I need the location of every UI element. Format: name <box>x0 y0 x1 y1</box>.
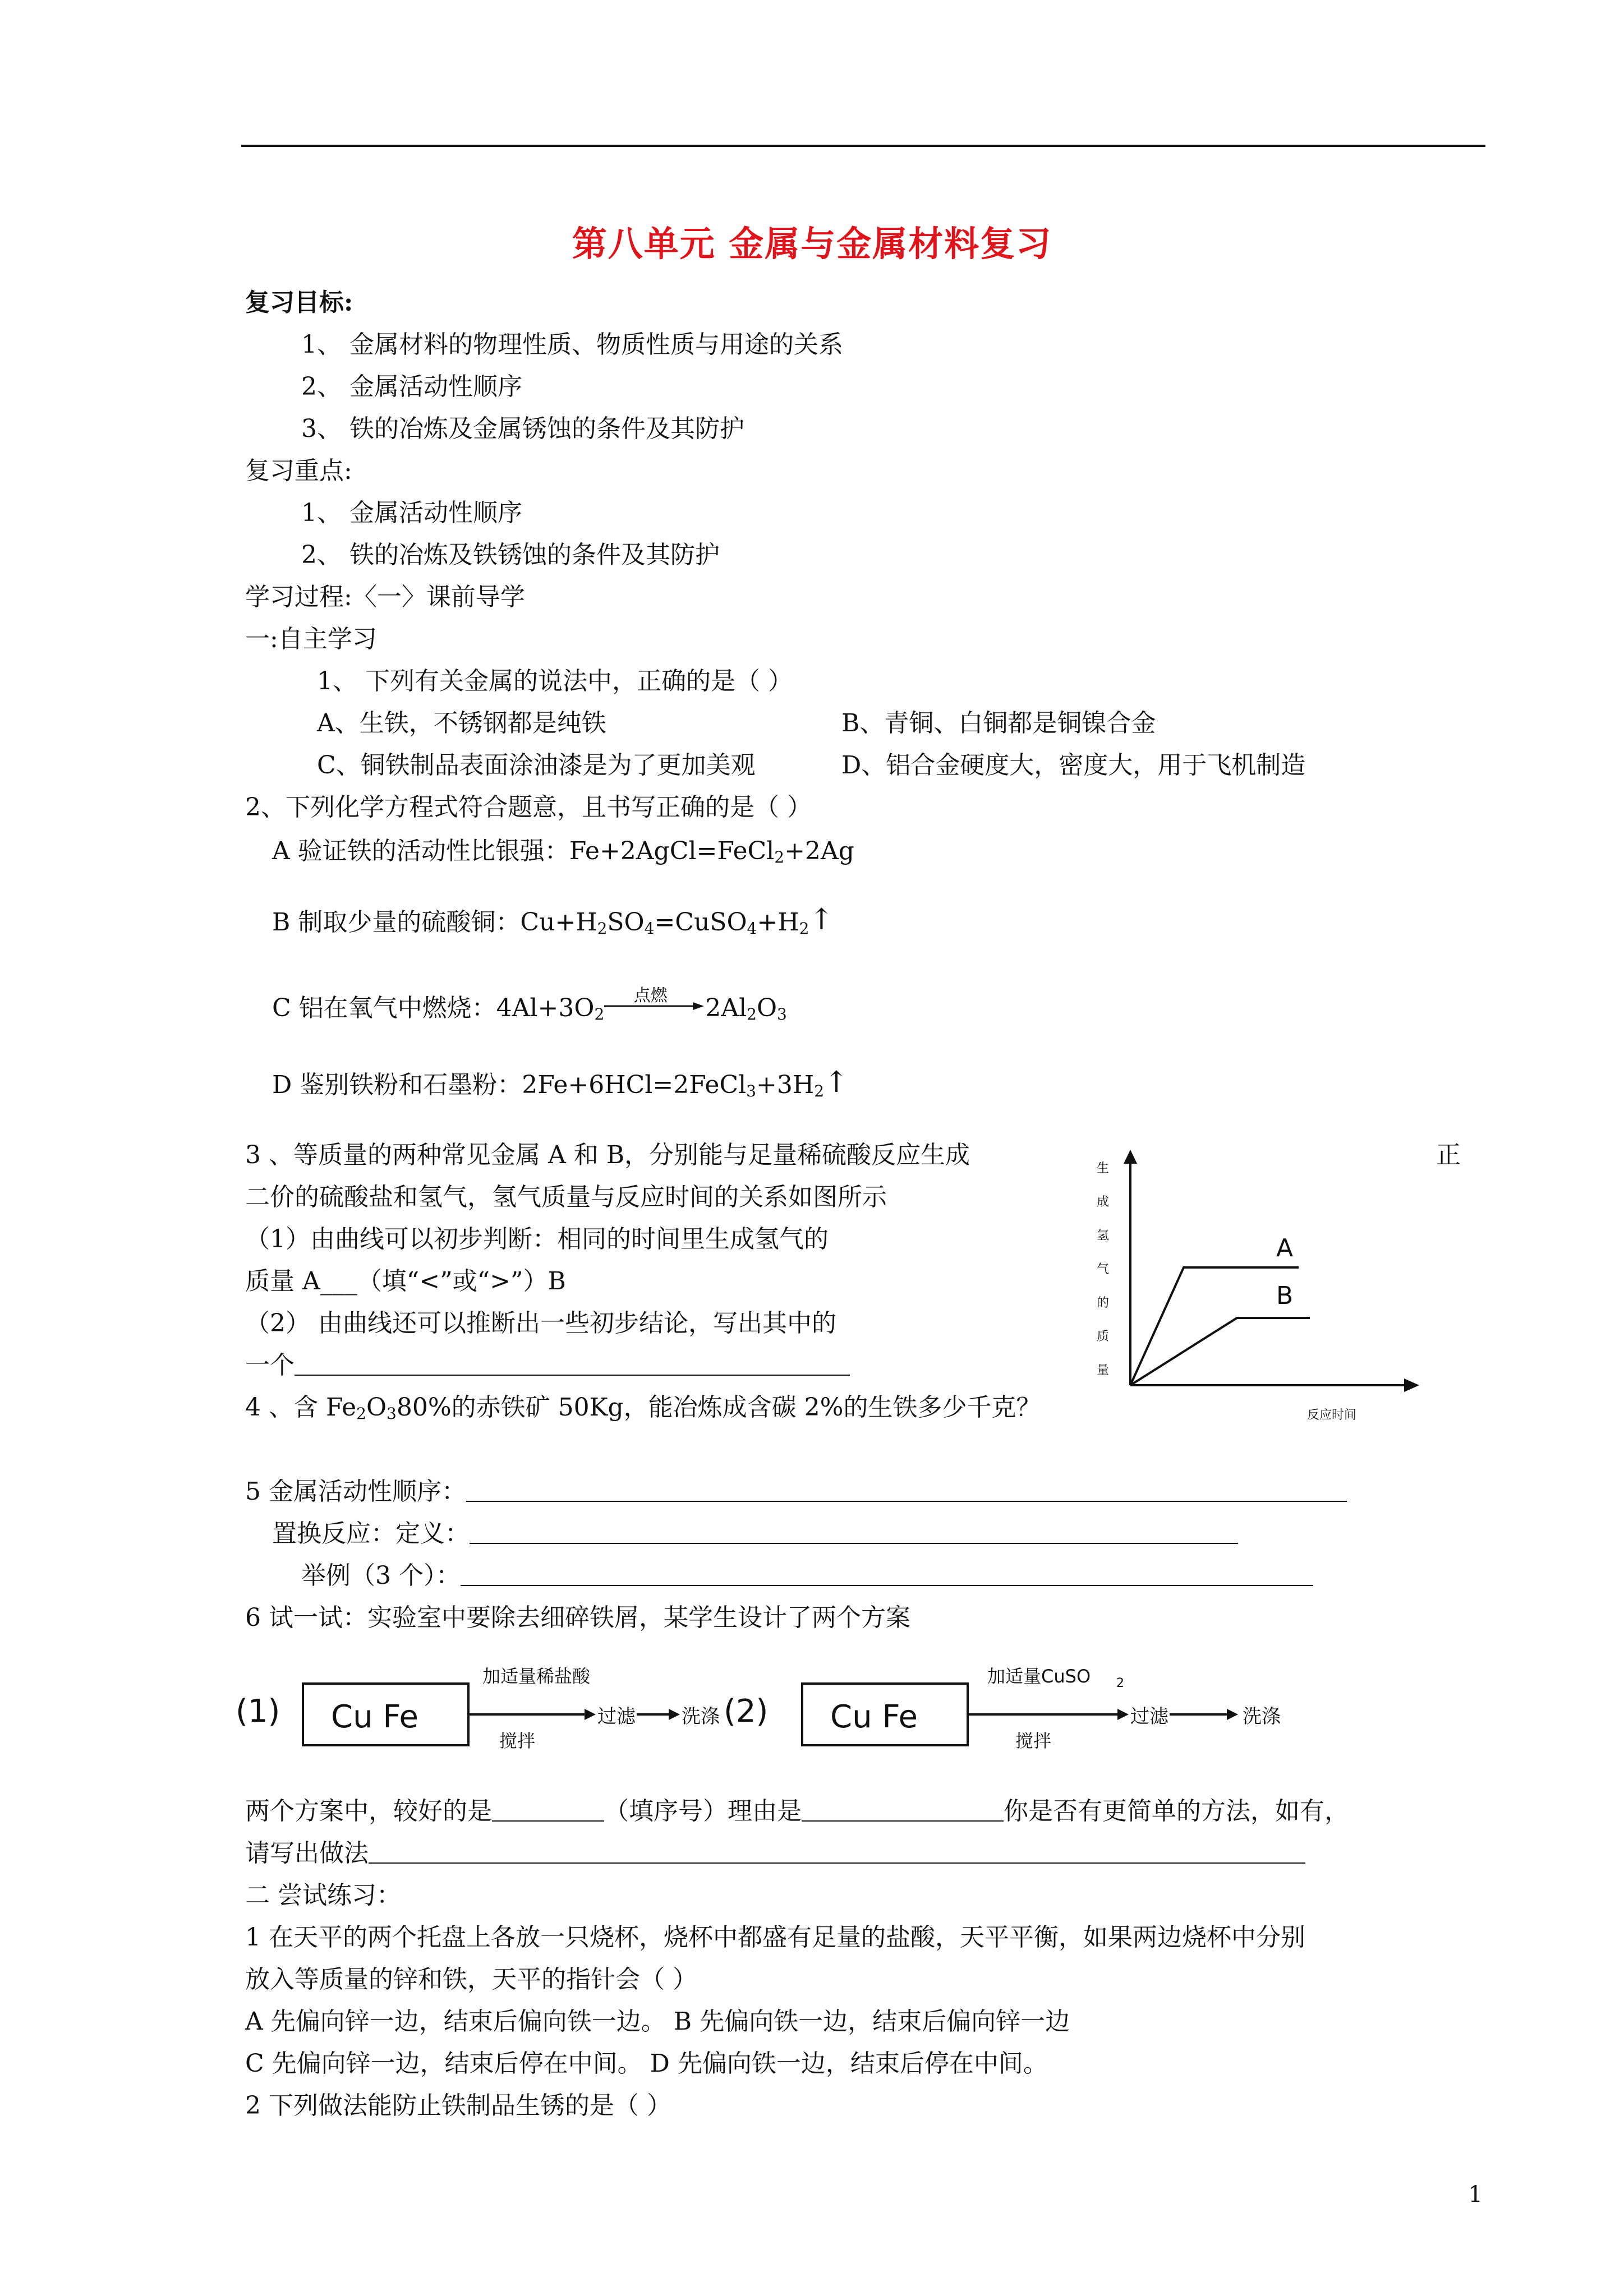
q2-b-sub-2: 4 <box>644 919 655 938</box>
q1-stem: 1、 下列有关金属的说法中，正确的是（ ） <box>317 667 793 695</box>
graph-xlabel: 反应时间 <box>1307 1408 1357 1422</box>
q6-answer-text-b: （填序号）理由是 <box>604 1797 802 1825</box>
p2-stem: 2 下列做法能防止铁制品生锈的是（ ） <box>245 2091 671 2120</box>
graph-y-axis-arrow-icon <box>1124 1150 1137 1164</box>
q2-b-text: B 制取少量的硫酸铜：Cu+H <box>272 908 597 937</box>
scheme-1-filter: 过滤 <box>597 1705 636 1728</box>
p1-options-ab: A 先偏向锌一边，结束后偏向铁一边。 B 先偏向铁一边，结束后偏向锌一边 <box>245 2007 1070 2036</box>
graph-label-b: B <box>1276 1281 1294 1310</box>
scheme-2-arrow-1-head-icon <box>1117 1709 1129 1720</box>
graph-x-axis-arrow-icon <box>1404 1378 1419 1392</box>
graph-curve-a <box>1130 1267 1299 1385</box>
q4-t3: 80%的赤铁矿 50Kg，能冶炼成含碳 2%的生铁多少千克？ <box>396 1393 1041 1422</box>
process-heading: 学习过程:〈一〉课前导学 <box>245 583 525 611</box>
q2-b-sub-1: 2 <box>597 919 608 938</box>
graph-label-a: A <box>1276 1234 1294 1262</box>
objectives-heading: 复习目标: <box>245 288 353 317</box>
q5-line-1 <box>245 1476 1347 1507</box>
examples-blank[interactable] <box>461 1562 1313 1586</box>
q5-line-1-text: 5 金属活动性顺序： <box>245 1477 466 1506</box>
scheme-2-reagent-sub: 2 <box>1116 1676 1124 1690</box>
hydrogen-mass-graph <box>1097 1150 1444 1441</box>
q2-b-mid-1: SO <box>607 908 645 937</box>
method-blank[interactable] <box>369 1840 1305 1864</box>
scheme-diagram <box>236 1649 1301 1772</box>
scheme-2-stir: 搅拌 <box>1015 1730 1052 1751</box>
q2-option-d: D 鉴别铁粉和石墨粉：$2Fe+6HCl=2FeCl_3+3H_2↑$ <box>272 1066 849 1100</box>
q1-option-b: B、青铜、白铜都是铜镍合金 <box>841 709 1156 737</box>
scheme-2-number: (2) <box>724 1693 769 1730</box>
scheme-1-wash: 洗涤 <box>682 1705 720 1728</box>
p1-options-cd: C 先偏向锌一边，结束后停在中间。 D 先偏向铁一边，结束后停在中间。 <box>245 2049 1048 2078</box>
q6-answer-text-c: 你是否有更简单的方法，如有， <box>1004 1797 1349 1825</box>
q2-c-mid: O <box>756 994 778 1022</box>
reason-blank[interactable] <box>802 1798 1004 1822</box>
q2-b-mid-2: =CuSO <box>654 908 747 937</box>
q4-t2: O <box>366 1393 387 1422</box>
q6-answer-line-2 <box>245 1838 1305 1869</box>
q2-d-text: D 鉴别铁粉和石墨粉：2Fe+6HCl=2FeCl <box>272 1071 747 1099</box>
graph-ylabel-char: 质 <box>1097 1330 1110 1344</box>
objective-item-1: 1、 金属材料的物理性质、物质性质与用途的关系 <box>301 330 843 359</box>
q4-t1: 4 、含 Fe <box>245 1393 357 1422</box>
q3-line-3: （1）由曲线可以初步判断：相同的时间里生成氢气的 <box>245 1225 829 1253</box>
q2-c-sub-3: 3 <box>777 1005 787 1023</box>
key-point-item-2: 2、 铁的冶炼及铁锈蚀的条件及其防护 <box>301 541 720 569</box>
p1-line-1: 1 在天平的两个托盘上各放一只烧杯，烧杯中都盛有足量的盐酸，天平平衡，如果两边烧杯中分别 <box>245 1923 1305 1952</box>
scheme-1-stir: 搅拌 <box>499 1730 536 1751</box>
graph-ylabel-char: 生 <box>1097 1161 1110 1175</box>
q1-option-c: C、铜铁制品表面涂油漆是为了更加美观 <box>317 751 756 780</box>
scheme-2-arrow-2-head-icon <box>1227 1709 1238 1720</box>
q2-c-sub-1: 2 <box>594 1005 605 1023</box>
scheme-2-reagent: 加适量CuSO <box>987 1666 1091 1687</box>
page-number: 1 <box>1468 2182 1483 2207</box>
q3-line-4: 质量 A___（填“<”或“>”）B <box>245 1267 566 1295</box>
q6-stem: 6 试一试：实验室中要除去细碎铁屑，某学生设计了两个方案 <box>245 1603 910 1632</box>
page-title: 第八单元 金属与金属材料复习 <box>572 223 1052 264</box>
q5-line-2-text: 置换反应：定义： <box>272 1519 470 1548</box>
q2-c-product: 2Al <box>705 994 747 1022</box>
q4-text <box>245 1392 1041 1423</box>
q4-s2: 3 <box>387 1404 397 1423</box>
better-scheme-blank[interactable] <box>492 1798 604 1822</box>
reaction-condition: 点燃 <box>633 986 668 1006</box>
section-1-heading: 一:自主学习 <box>245 625 377 653</box>
section-2-heading: 二 尝试练习： <box>245 1881 401 1910</box>
q2-c-text: C 铝在氧气中燃烧：4Al+3O <box>272 994 595 1022</box>
q3-answer-blank[interactable] <box>295 1352 850 1376</box>
scheme-1-reagent: 加适量稀盐酸 <box>482 1666 591 1687</box>
q2-option-a <box>272 836 854 867</box>
q6-answer-text-d: 请写出做法 <box>245 1839 369 1868</box>
scheme-2-filter: 过滤 <box>1130 1705 1168 1728</box>
q2-a-sub: 2 <box>774 848 785 866</box>
scheme-2-wash: 洗涤 <box>1243 1705 1281 1728</box>
q5-line-2 <box>272 1518 1238 1550</box>
q6-answer-line-1 <box>245 1796 1349 1827</box>
scheme-1-box-label: Cu Fe <box>331 1699 418 1735</box>
definition-blank[interactable] <box>470 1520 1238 1544</box>
q2-d-mid: +3H <box>756 1071 815 1099</box>
q2-b-mid-3: +H <box>757 908 799 937</box>
graph-ylabel-char: 量 <box>1097 1363 1110 1377</box>
p1-line-2: 放入等质量的锌和铁，天平的指针会（ ） <box>245 1965 697 1994</box>
graph-ylabel-char: 气 <box>1097 1262 1110 1276</box>
scheme-2-box-label: Cu Fe <box>830 1699 918 1735</box>
q2-option-c <box>272 988 787 1024</box>
q2-b-sub-3: 4 <box>747 919 757 938</box>
q2-d-sub-2: 2 <box>814 1082 825 1100</box>
q5-line-3 <box>301 1560 1313 1592</box>
q3-line-1: 3 、等质量的两种常见金属 A 和 B，分别能与足量稀硫酸反应生成 <box>245 1141 970 1169</box>
q2-a-text: A 验证铁的活动性比银强：Fe+2AgCl=FeCl <box>272 837 775 865</box>
activity-order-blank[interactable] <box>466 1478 1347 1502</box>
q3-line-6-text: 一个 <box>245 1351 295 1380</box>
scheme-1-arrow-2-head-icon <box>669 1709 680 1720</box>
graph-ylabel-char: 氢 <box>1097 1229 1110 1243</box>
q5-line-3-text: 举例（3 个）： <box>301 1561 461 1590</box>
objective-item-2: 2、 金属活动性顺序 <box>301 372 522 401</box>
reaction-arrow-icon <box>604 988 705 1020</box>
q4-s1: 2 <box>356 1404 366 1423</box>
key-points-heading: 复习重点: <box>245 457 352 485</box>
q2-option-b: B 制取少量的硫酸铜：$Cu+H_2SO_4=CuSO_4+H_2↑$ <box>272 903 834 938</box>
objective-item-3: 3、 铁的冶炼及金属锈蚀的条件及其防护 <box>301 414 744 443</box>
q2-b-sub-4: 2 <box>799 919 809 938</box>
q2-stem: 2、下列化学方程式符合题意，且书写正确的是（ ） <box>245 793 812 822</box>
q1-option-a: A、生铁，不锈钢都是纯铁 <box>317 709 606 737</box>
q2-c-sub-2: 2 <box>747 1005 757 1023</box>
scheme-1-number: (1) <box>236 1693 280 1730</box>
q3-line-5: （2） 由曲线还可以推断出一些初步结论，写出其中的 <box>245 1309 836 1338</box>
graph-ylabel-char: 的 <box>1097 1296 1110 1310</box>
scheme-1-arrow-1-head-icon <box>585 1709 596 1720</box>
q2-a-end: +2Ag <box>784 837 854 865</box>
q1-option-d: D、铝合金硬度大，密度大，用于飞机制造 <box>841 751 1306 780</box>
graph-ylabel-char: 成 <box>1097 1195 1110 1209</box>
q3-line-1-tail: 正 <box>1436 1141 1461 1169</box>
header-rule <box>241 145 1485 147</box>
q3-line-6 <box>245 1350 850 1381</box>
q6-answer-text-a: 两个方案中，较好的是 <box>245 1797 492 1825</box>
q3-line-2: 二价的硫酸盐和氢气，氢气质量与反应时间的关系如图所示 <box>245 1183 887 1211</box>
q2-d-sub-1: 3 <box>746 1082 756 1100</box>
key-point-item-1: 1、 金属活动性顺序 <box>301 499 522 527</box>
